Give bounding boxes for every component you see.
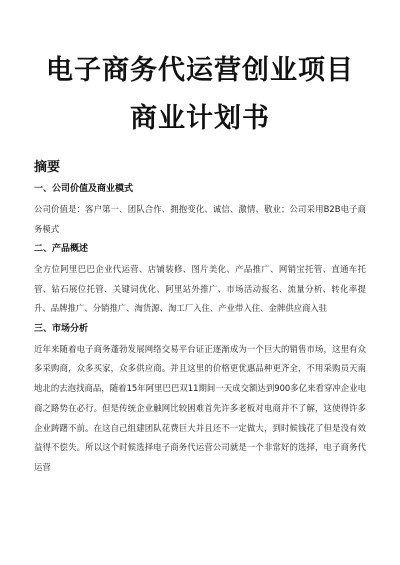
abstract-heading: 摘要 [34,160,61,175]
section-body-market-analysis: 近年来随着电子商务蓬勃发展网络交易平台证正逐渐成为一个巨大的销售市场，这里有众多采购商，众多买家，众多供应商。并且这里的价格更优惠品种更齐全，不用采购员天南地北的去泡找商品，随着15年阿里巴巴双11期间一天成交额达到900多亿来看穿冲企业电商之路势在必行。但是传统企业触网比较困难首先许多老板对电商并不了解，这使得许多企业踌躇不前。在这自己组建团队花费巨大并且还不一定做大，到时候钱花了但是没有效益得不偿失。所以这个时候选择电子商务代运营公司就是一个非常好的选择，电子商务代运营 [34,343,366,473]
section-heading-product-overview: 二、产品概述 [34,244,89,254]
section-heading-company-value: 一、公司价值及商业模式 [34,184,134,194]
document-title-line-2: 商业计划书 [130,103,270,134]
document-title-line-1: 电子商务代运营创业项目 [46,55,354,86]
section-heading-market-analysis: 三、市场分析 [34,323,89,334]
section-body-product-overview: 全方位阿里巴巴企业代运营、店铺装修、图片美化、产品推广、网销宝托管、直通车托管、钻石展位托管、关键词优化、阿里站外推广、市场活动报名、流量分析、转化率提升、品牌推广、分销推广、淘货源、淘工厂入住、产业带入住、金牌供应商入驻 [34,264,366,313]
section-body-company-value: 公司价值是：客户第一、团队合作、拥抱变化、诚信、激情、敬业；公司采用B2B电子商务模式 [34,204,366,234]
